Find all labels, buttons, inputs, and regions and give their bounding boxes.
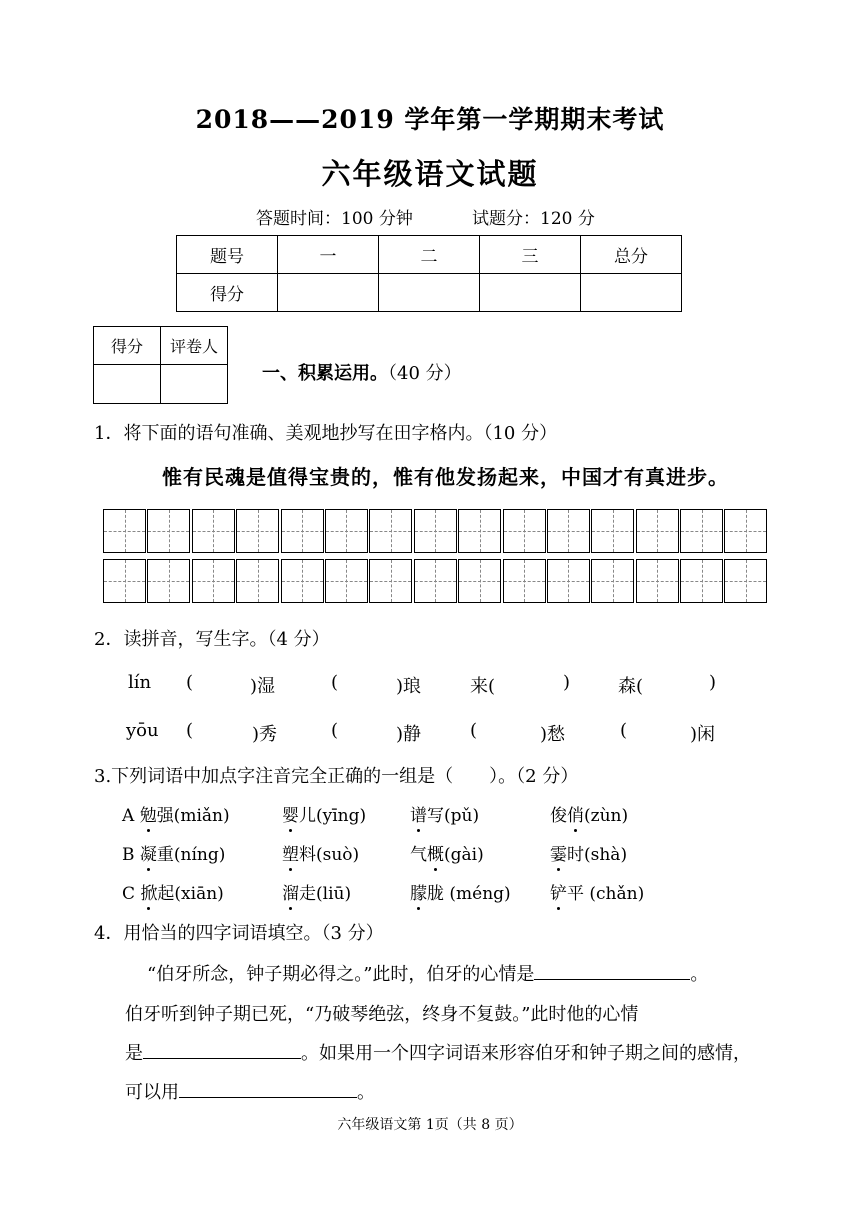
q1-prompt: 1．将下面的语句准确、美观地抄写在田字格内。（10 分） xyxy=(94,423,558,444)
tianzige-cell[interactable] xyxy=(636,509,679,553)
tianzige-cell[interactable] xyxy=(591,509,634,553)
score-cell[interactable] xyxy=(480,274,581,312)
tianzige-cell[interactable] xyxy=(636,559,679,603)
grader-table xyxy=(93,326,228,404)
tianzige-cell[interactable] xyxy=(680,509,723,553)
q4-blank-2[interactable] xyxy=(143,1040,301,1059)
q4-line-4 xyxy=(125,1078,375,1104)
tianzige-cell[interactable] xyxy=(680,559,723,603)
page-footer: 六年级语文第 1页（共 8 页） xyxy=(337,1117,523,1133)
q4-line-3 xyxy=(125,1039,751,1065)
score-table xyxy=(176,235,682,312)
q4-text: 。 xyxy=(357,1082,375,1103)
score-table-header: 题号 xyxy=(177,236,278,274)
tianzige-cell[interactable] xyxy=(369,509,412,553)
q3-word: 婴儿(yīng) xyxy=(282,806,367,826)
q4-line-1 xyxy=(147,960,708,986)
paren-open: ( xyxy=(186,672,194,693)
q2-prompt: 2．读拼音，写生字。（4 分） xyxy=(94,629,330,650)
answer-blank-label: 森( xyxy=(618,676,644,697)
pinyin-lin: lín xyxy=(128,672,152,693)
answer-blank-label: )湿 xyxy=(250,676,276,697)
paren-close: ) xyxy=(563,672,571,693)
tianzige-cell[interactable] xyxy=(547,559,590,603)
tianzige-row-1 xyxy=(103,509,769,553)
answer-blank-label: )愁 xyxy=(540,724,566,745)
q3-word: 谱写(pǔ) xyxy=(410,806,480,826)
q4-prompt: 4．用恰当的四字词语填空。（3 分） xyxy=(94,923,384,944)
score-cell[interactable] xyxy=(581,274,682,312)
score-row-label: 得分 xyxy=(177,274,278,312)
q1-sentence: 惟有民魂是值得宝贵的，惟有他发扬起来，中国才有真进步。 xyxy=(162,465,729,489)
paren-open: ( xyxy=(331,720,339,741)
score-table-header: 三 xyxy=(480,236,581,274)
q3-prompt: 3.下列词语中加点字注音完全正确的一组是（ ）。（2 分） xyxy=(94,766,579,787)
q4-blank-3[interactable] xyxy=(179,1079,357,1098)
answer-blank-label: )闲 xyxy=(690,724,716,745)
grader-score-cell[interactable] xyxy=(94,365,161,404)
tianzige-cell[interactable] xyxy=(147,559,190,603)
score-cell[interactable] xyxy=(379,274,480,312)
answer-blank-label: )琅 xyxy=(396,676,422,697)
q4-text: 。如果用一个四字词语来形容伯牙和钟子期之间的感情， xyxy=(301,1043,751,1064)
exam-title: 2018——2019 学年第一学期期末考试 xyxy=(195,105,665,134)
tianzige-row-2 xyxy=(103,559,769,603)
grader-score-label: 得分 xyxy=(94,327,161,365)
tianzige-cell[interactable] xyxy=(325,559,368,603)
pinyin-you: yōu xyxy=(126,720,159,741)
score-cell[interactable] xyxy=(278,274,379,312)
section-1-title: 一、积累运用。 xyxy=(262,363,388,384)
section-1-points: （40 分） xyxy=(388,363,462,384)
q3-word: 俊俏(zùn) xyxy=(550,806,629,826)
tianzige-cell[interactable] xyxy=(503,509,546,553)
exam-total-score: 试题分：120 分 xyxy=(472,209,595,229)
tianzige-cell[interactable] xyxy=(236,509,279,553)
q3-option-b[interactable]: B 凝重(níng) xyxy=(122,845,226,865)
q3-word: 溜走(liū) xyxy=(282,884,352,904)
tianzige-cell[interactable] xyxy=(458,559,501,603)
q3-option-a[interactable]: A 勉强(miǎn) xyxy=(122,806,230,826)
q4-blank-1[interactable] xyxy=(534,961,690,980)
tianzige-cell[interactable] xyxy=(724,559,767,603)
score-table-header: 二 xyxy=(379,236,480,274)
tianzige-cell[interactable] xyxy=(591,559,634,603)
tianzige-cell[interactable] xyxy=(147,509,190,553)
answer-blank-label: )静 xyxy=(396,724,422,745)
q3-option-c[interactable]: C 掀起(xiān) xyxy=(122,884,224,904)
tianzige-cell[interactable] xyxy=(281,509,324,553)
tianzige-cell[interactable] xyxy=(236,559,279,603)
paren-open: ( xyxy=(186,720,194,741)
tianzige-cell[interactable] xyxy=(103,559,146,603)
q4-text: “伯牙所念，钟子期必得之。”此时，伯牙的心情是 xyxy=(147,964,535,985)
q4-text: 是 xyxy=(125,1043,143,1064)
q3-word: 气概(gài) xyxy=(410,845,484,865)
tianzige-cell[interactable] xyxy=(724,509,767,553)
grader-name-label: 评卷人 xyxy=(161,327,228,365)
q4-text: 。 xyxy=(690,964,709,985)
tianzige-cell[interactable] xyxy=(414,559,457,603)
tianzige-cell[interactable] xyxy=(192,559,235,603)
tianzige-cell[interactable] xyxy=(547,509,590,553)
section-1-heading xyxy=(262,359,462,385)
q3-word: 朦胧 (méng) xyxy=(410,884,511,904)
tianzige-cell[interactable] xyxy=(192,509,235,553)
grader-name-cell[interactable] xyxy=(161,365,228,404)
answer-blank-label: 来( xyxy=(470,676,496,697)
paren-open: ( xyxy=(470,720,478,741)
q4-text: 可以用 xyxy=(125,1082,179,1103)
answer-blank-label: )秀 xyxy=(252,724,278,745)
tianzige-cell[interactable] xyxy=(458,509,501,553)
score-table-header: 总分 xyxy=(581,236,682,274)
q4-line-2: 伯牙听到钟子期已死，“乃破琴绝弦，终身不复鼓。”此时他的心情 xyxy=(125,1004,639,1025)
tianzige-cell[interactable] xyxy=(281,559,324,603)
paren-open: ( xyxy=(331,672,339,693)
paren-open: ( xyxy=(620,720,628,741)
tianzige-cell[interactable] xyxy=(414,509,457,553)
tianzige-cell[interactable] xyxy=(369,559,412,603)
q3-word: 铲平 (chǎn) xyxy=(550,884,645,904)
exam-subtitle: 六年级语文试题 xyxy=(321,157,539,191)
tianzige-cell[interactable] xyxy=(325,509,368,553)
tianzige-cell[interactable] xyxy=(503,559,546,603)
exam-time: 答题时间：100 分钟 xyxy=(256,209,413,229)
score-table-header: 一 xyxy=(278,236,379,274)
paren-close: ) xyxy=(709,672,717,693)
tianzige-cell[interactable] xyxy=(103,509,146,553)
q3-word: 霎时(shà) xyxy=(550,845,628,865)
q3-word: 塑料(suò) xyxy=(282,845,360,865)
